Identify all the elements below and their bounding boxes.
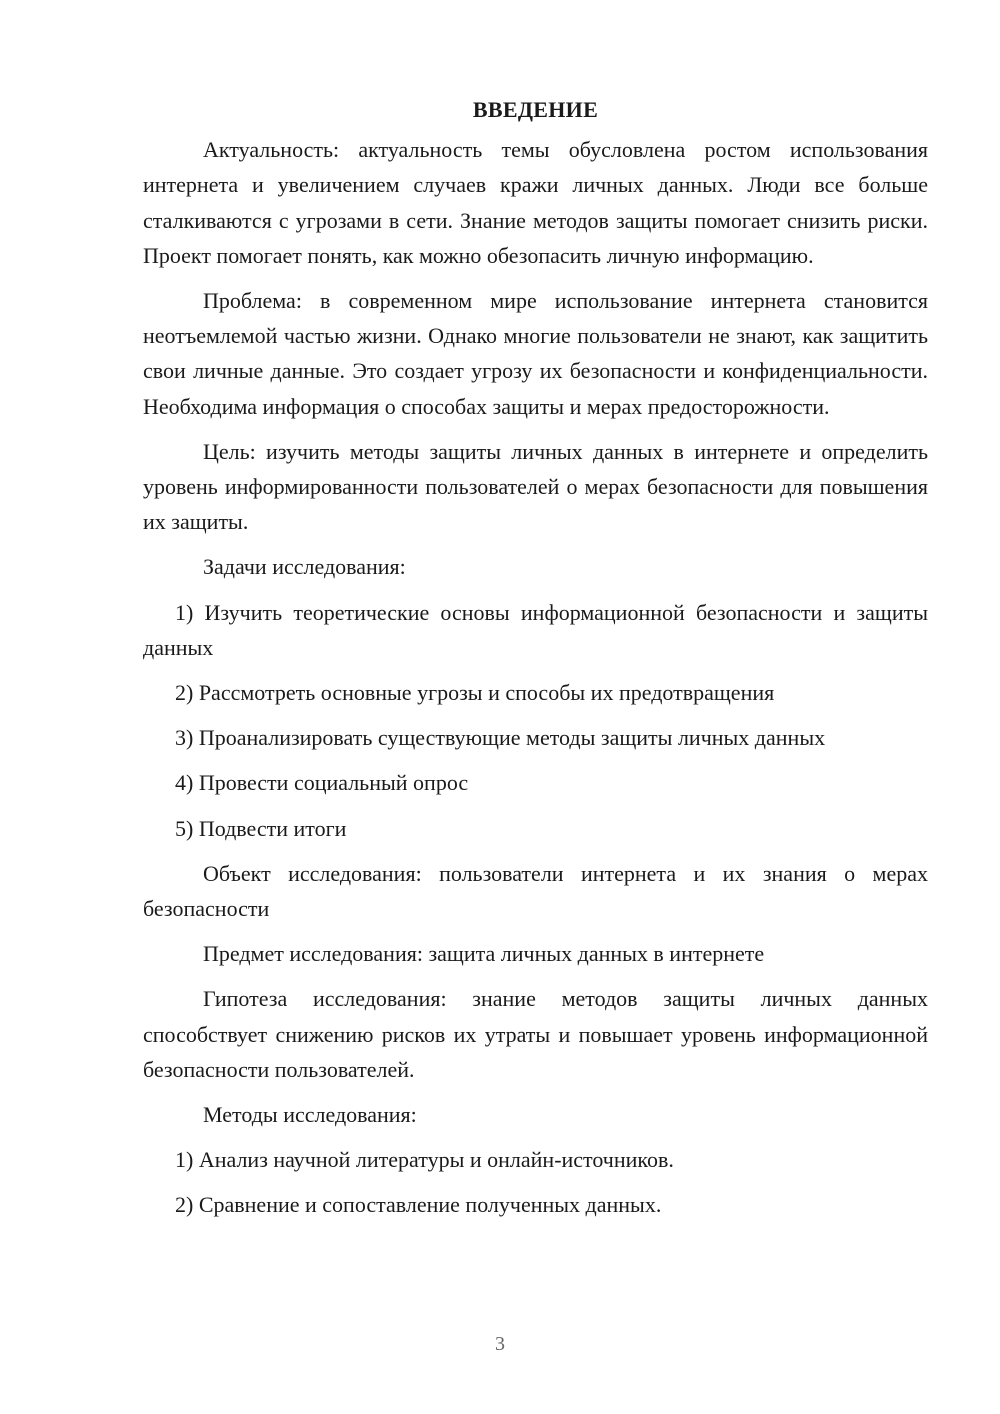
hypothesis-paragraph: Гипотеза исследования: знание методов защиты личных данных способствует снижению рисков их утраты и повышает уровень информационной безопасности пользователей. [143, 986, 928, 1082]
task-item: 1) Изучить теоретические основы информационной безопасности и защиты данных [143, 599, 928, 660]
task-item: 2) Рассмотреть основные угрозы и способы их предотвращения [175, 680, 775, 706]
relevance-paragraph: Актуальность: актуальность темы обусловлена ростом использования интернета и увеличением случаев кражи личных данных. Люди все больше сталкиваются с угрозами в сети. Знание методов защиты помогает снизить риски. Проект помогает понять, как можно обезопасить личную информацию. [143, 137, 928, 268]
goal-paragraph: Цель: изучить методы защиты личных данных в интернете и определить уровень информированности пользователей о мерах безопасности для повышения их защиты. [143, 438, 928, 535]
task-item: 4) Провести социальный опрос [175, 770, 469, 796]
problem-paragraph: Проблема: в современном мире использование интернета становится неотъемлемой частью жизни. Однако многие пользователи не знают, как защитить свои личные данные. Это создает угрозу их безопасности и конфиденциальности. Необходима информация о способах защиты и мерах предосторожности. [143, 288, 928, 419]
method-item: 2) Сравнение и сопоставление полученных данных. [175, 1192, 662, 1218]
section-heading: ВВЕДЕНИЕ [472, 97, 599, 122]
page-number: 3 [495, 1333, 505, 1355]
method-item: 1) Анализ научной литературы и онлайн-источников. [175, 1147, 674, 1173]
task-item: 5) Подвести итоги [175, 815, 347, 841]
subject-paragraph: Предмет исследования: защита личных данных в интернете [203, 941, 765, 967]
task-item: 3) Проанализировать существующие методы защиты личных данных [175, 725, 826, 751]
object-paragraph: Объект исследования: пользователи интернета и их знания о мерах безопасности [143, 860, 928, 922]
methods-label: Методы исследования: [203, 1102, 417, 1128]
document-page [143, 92, 928, 1233]
tasks-label: Задачи исследования: [203, 554, 406, 580]
